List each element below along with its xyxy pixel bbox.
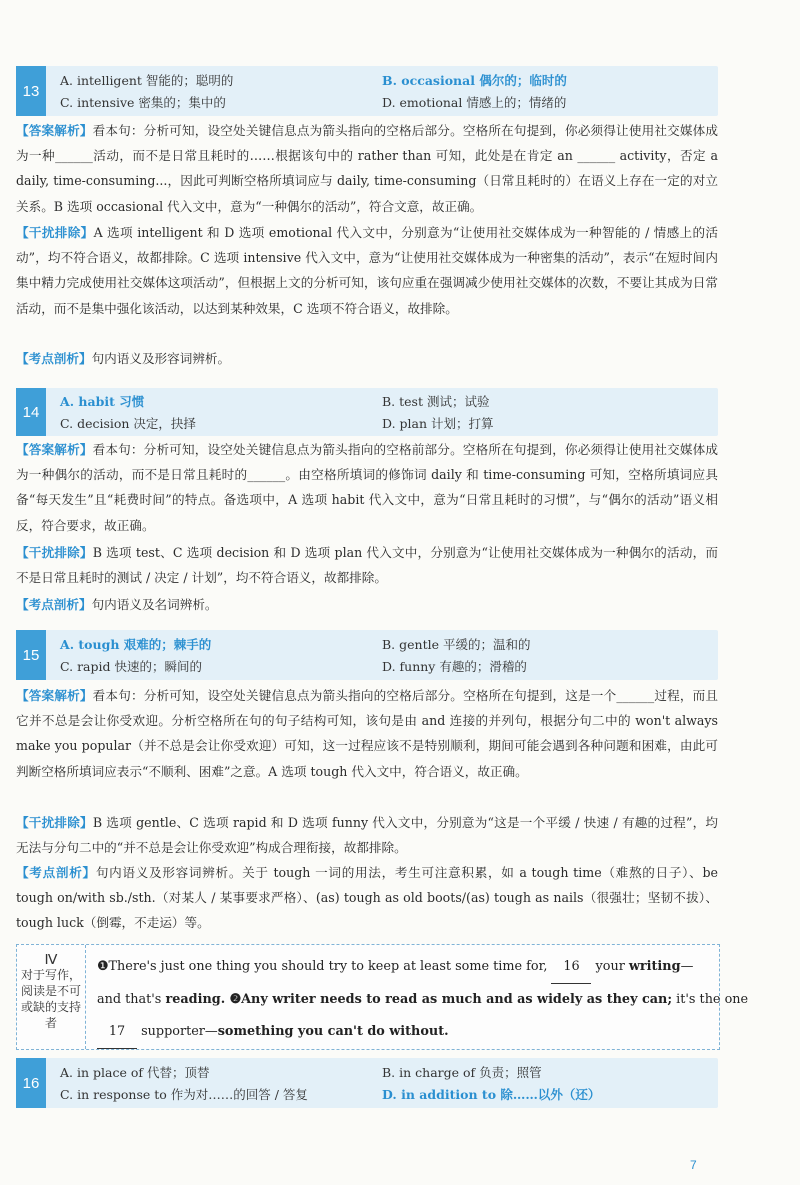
line1-post: your (591, 959, 629, 974)
line2-post: it's the one (672, 992, 749, 1007)
q14-options-box (16, 388, 718, 436)
line1-end: — (680, 959, 694, 974)
q14-distractor (16, 540, 718, 590)
q15-option-a: A. tough 艰难的；棘手的 (60, 637, 212, 652)
passage-line-3 (97, 1016, 711, 1049)
line2-pre: and that's (97, 992, 166, 1007)
q14-distract-tag: 【干扰排除】 (16, 545, 93, 560)
q13-analysis-text: 看本句：分析可知，设空处关键信息点为箭头指向的空格后部分。空格所在句提到，你必须得让使用社交媒体成为一种______活动，而不是日常且耗时的……根据该句中的 rather than 可知，此处是在肯定 an ______ activity，否定 a daily, time-consuming...，因此可判断空格所填词应与 daily, time-consuming（日常且耗时的）在语义上存在一定的对立关系。B 选项 occasional 代入文中，意为“一种偶尔的活动”，符合文意，故正确。 (16, 123, 719, 214)
q13-point-tag: 【考点剖析】 (16, 351, 92, 366)
q15-analysis-tag: 【答案解析】 (16, 688, 93, 703)
q16-number: 16 (16, 1058, 46, 1108)
q13-point-text: 句内语义及形容词辨析。 (91, 351, 231, 366)
q14-number: 14 (16, 388, 46, 436)
line3-bold: something you can't do without. (217, 1024, 449, 1039)
blank-17: 17 (97, 1016, 137, 1049)
line1-pre: ❶There's just one thing you should try to keep at least some time for, (97, 959, 552, 974)
q14-point-text: 句内语义及名词辨析。 (91, 597, 218, 612)
passage-text (97, 951, 749, 1049)
q13-analysis-tag: 【答案解析】 (16, 123, 93, 138)
q15-options-box (16, 630, 718, 680)
q15-distractor (16, 810, 718, 860)
line2-bold-reading: reading (165, 992, 221, 1007)
q15-point (16, 860, 718, 936)
q13-option-d: D. emotional 情感上的；情绪的 (382, 95, 567, 110)
q15-point-tag: 【考点剖析】 (16, 865, 96, 880)
q14-option-d: D. plan 计划；打算 (382, 416, 494, 431)
q13-point (16, 346, 718, 371)
q13-option-b: B. occasional 偶尔的；临时的 (382, 73, 567, 88)
q15-analysis-text: 看本句：分析可知，设空处关键信息点为箭头指向的空格后部分。空格所在句提到，这是一个______过程，而且它并不总是会让你受欢迎。分析空格所在句的句子结构可知，该句是由 and 连接的并列句，根据分句二中的 won't always make you popular（并不总是会让你受欢迎）可知，这一过程应该不是特别顺利，期间可能会遇到各种问题和困难，由此可判断空格所填词应表示“不顺利、困难”之意。A 选项 tough 代入文中，符合语义，故正确。 (16, 688, 718, 779)
passage-line-2 (97, 984, 749, 1016)
q16-option-a: A. in place of 代替；顶替 (60, 1065, 210, 1080)
q13-option-c: C. intensive 密集的；集中的 (60, 95, 226, 110)
q14-point-tag: 【考点剖析】 (16, 597, 92, 612)
q16-option-d: D. in addition to 除……以外（还） (382, 1087, 601, 1102)
q14-distract-text: B 选项 test、C 选项 decision 和 D 选项 plan 代入文中，分别意为“让使用社交媒体成为一种偶尔的活动，而不是日常且耗时的测试 / 决定 / 计划”，均不符合语义，故都排除。 (16, 545, 718, 586)
q14-analysis-tag: 【答案解析】 (16, 442, 93, 457)
q15-analysis (16, 683, 718, 784)
q14-option-a: A. habit 习惯 (60, 394, 145, 409)
q14-option-b: B. test 测试；试验 (382, 394, 490, 409)
line3-mid: supporter— (137, 1024, 218, 1039)
q13-distractor (16, 220, 718, 321)
q16-option-b: B. in charge of 负责；照管 (382, 1065, 542, 1080)
q15-point-text: 句内语义及形容词辨析。关于 tough 一词的用法，考生可注意积累，如 a tough time（难熬的日子）、be tough on/with sb./sth.（对某人 / 某事要求严格）、(as) tough as old boots/(as) tough as nails（很强壮；坚韧不拔）、tough luck（倒霉，不走运）等。 (16, 865, 718, 931)
q13-number: 13 (16, 66, 46, 116)
passage-box (16, 944, 749, 1050)
q15-number: 15 (16, 630, 46, 680)
section-roman-numeral: Ⅳ (44, 951, 58, 967)
q13-distract-text: A 选项 intelligent 和 D 选项 emotional 代入文中，分别意为“让使用社交媒体成为一种智能的 / 情感上的活动”，均不符合语义，故都排除。C 选项 intensive 代入文中，意为“让使用社交媒体成为一种密集的活动”，表示“在短时间内集中精力完成使用社交媒体这项活动”，但根据上文的分析可知，该句应重在强调减少使用社交媒体的次数，不要让其成为日常活动，而不是集中强化该活动，以达到某种效果，C 选项不符合语义，故排除。 (16, 225, 718, 316)
q16-options-box (16, 1058, 718, 1108)
q15-option-d: D. funny 有趣的；滑稽的 (382, 659, 527, 674)
line1-bold-writing: writing (628, 959, 681, 974)
q13-distract-tag: 【干扰排除】 (16, 225, 94, 240)
passage-line-1 (97, 951, 711, 984)
blank-16: 16 (551, 951, 591, 984)
q15-option-c: C. rapid 快速的；瞬间的 (60, 659, 202, 674)
line2-sentence: . ❷Any writer needs to read as much and as widely as they can; (220, 992, 673, 1007)
q15-distract-text: B 选项 gentle、C 选项 rapid 和 D 选项 funny 代入文中，分别意为“这是一个平缓 / 快速 / 有趣的过程”，均无法与分句二中的“并不总是会让你受欢迎”构成合理衔接，故都排除。 (16, 815, 718, 856)
q15-distract-tag: 【干扰排除】 (16, 815, 93, 830)
q13-analysis (16, 118, 718, 219)
q14-analysis (16, 437, 718, 538)
q16-option-c: C. in response to 作为对……的回答 / 答复 (60, 1087, 308, 1102)
q14-analysis-text: 看本句：分析可知，设空处关键信息点为箭头指向的空格前部分。空格所在句提到，你必须得让使用社交媒体成为一种偶尔的活动，而不是日常且耗时的______。由空格所填词的修饰词 daily 和 time-consuming 可知，空格所填词应具备“每天发生”且“耗费时间”的特点。备选项中，A 选项 habit 代入文中，意为“日常且耗时的习惯”，与“偶尔的活动”语义相反，符合要求，故正确。 (16, 442, 719, 533)
q14-option-c: C. decision 决定，抉择 (60, 416, 196, 431)
page-number: 7 (690, 1158, 697, 1172)
section-side-text: 对于写作，阅读是不可或缺的支持者 (21, 968, 82, 1030)
q15-option-b: B. gentle 平缓的；温和的 (382, 637, 531, 652)
q13-options-box (16, 66, 718, 116)
passage-side-label (17, 945, 86, 1049)
q13-option-a: A. intelligent 智能的；聪明的 (60, 73, 234, 88)
q14-point (16, 592, 718, 617)
